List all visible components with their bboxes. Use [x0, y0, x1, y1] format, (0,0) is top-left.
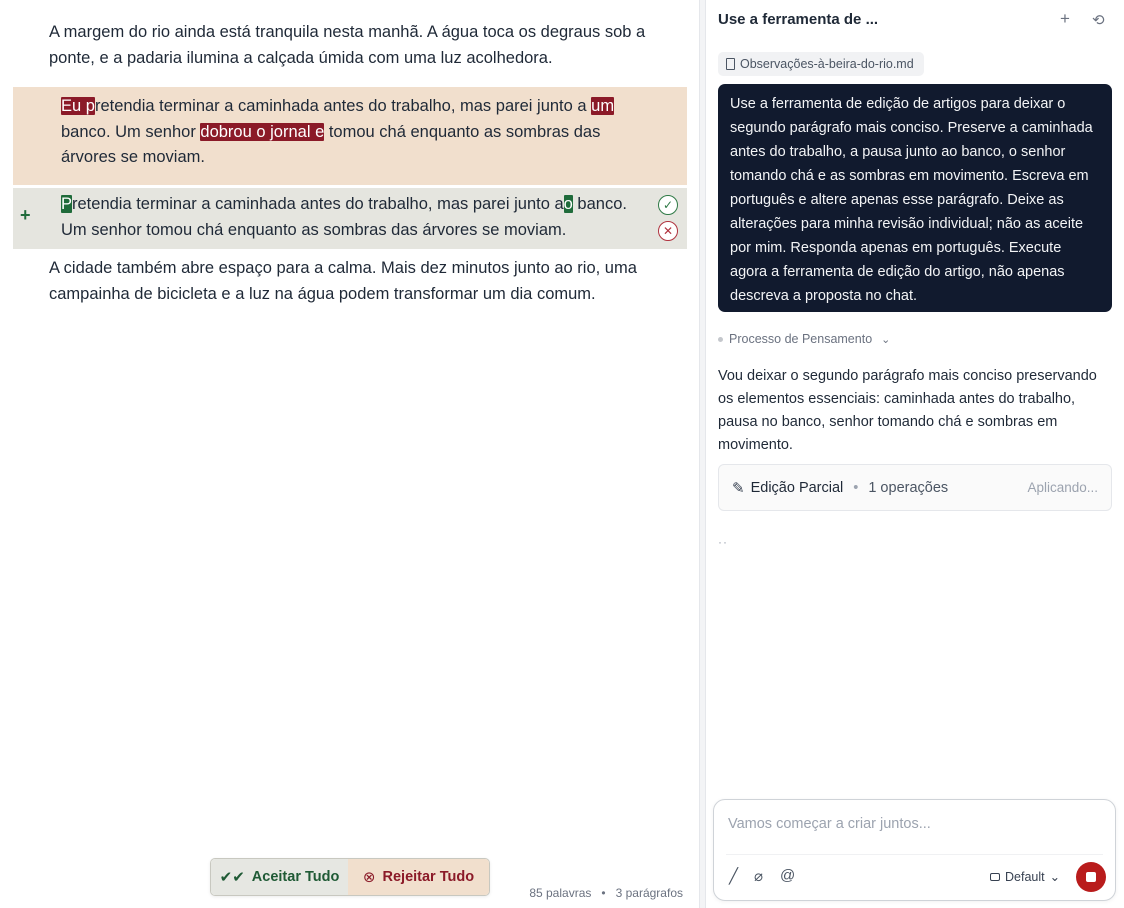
thinking-label: Processo de Pensamento	[729, 332, 873, 346]
model-select[interactable]	[990, 869, 1060, 884]
x-icon: ✕	[662, 224, 674, 238]
review-bar	[210, 858, 490, 896]
file-chip-label: Observações-à-beira-do-rio.md	[740, 57, 914, 71]
accept-all-label: Aceitar Tudo	[251, 869, 340, 885]
chat-input[interactable]	[728, 816, 1098, 832]
reject-all-button[interactable]	[348, 859, 489, 895]
unchanged-text: retendia terminar a caminhada antes do trabalho, mas parei junto a	[72, 195, 564, 213]
deleted-hunk	[13, 87, 687, 185]
deleted-text: Eu p	[61, 97, 95, 115]
added-text: P	[61, 195, 73, 213]
deleted-text: um	[591, 97, 615, 115]
x-circle-icon: ⊗	[362, 869, 376, 886]
history-icon[interactable]: ⟲	[1092, 12, 1105, 29]
tool-call-card[interactable]	[718, 464, 1112, 511]
plus-icon[interactable]: +	[1060, 9, 1070, 28]
thinking-toggle[interactable]	[718, 332, 890, 346]
accept-hunk-button[interactable]	[658, 195, 678, 215]
file-icon	[726, 58, 735, 70]
added-hunk	[13, 188, 687, 249]
double-check-icon: ✔✔	[219, 869, 245, 886]
tool-status: Aplicando...	[1027, 480, 1098, 495]
chevron-down-icon: ⌄	[1049, 870, 1061, 884]
accept-all-button[interactable]	[211, 859, 348, 895]
typing-indicator: ··	[718, 535, 728, 549]
unchanged-text: tomou chá enquanto as sombras das árvores se moviam.	[61, 122, 601, 166]
file-chip[interactable]	[718, 52, 924, 76]
tool-name: Edição Parcial	[750, 479, 844, 496]
pencil-icon: ✎	[732, 479, 745, 497]
chat-title: Use a ferramenta de ...	[718, 11, 879, 28]
tool-separator: •	[853, 479, 859, 496]
paragraph-count: 3 parágrafos	[615, 886, 683, 900]
deleted-paragraph	[61, 94, 651, 171]
plus-icon: +	[20, 205, 31, 225]
unchanged-text: retendia terminar a caminhada antes do trabalho, mas parei junto a	[94, 97, 592, 115]
word-count: 85 palavras	[529, 886, 592, 900]
tool-operations: 1 operações	[868, 479, 949, 496]
chat-pane	[705, 0, 1124, 908]
stop-icon	[1086, 872, 1096, 882]
user-message: Use a ferramenta de edição de artigos para deixar o segundo parágrafo mais conciso. Preserve a caminhada antes do trabalho, a pausa junto ao banco, o senhor tomando chá e as sombras em movimento. Escreva em português e altere apenas esse parágrafo. Deixe as alterações para minha revisão individual; não as aceite por mim. Responda apenas em português. Execute agora a ferramenta de edição do artigo, não apenas descreva a proposta no chat.	[718, 84, 1112, 312]
at-icon[interactable]: @	[780, 867, 796, 884]
paperclip-icon[interactable]: ⌀	[754, 868, 764, 885]
status-dot	[718, 337, 723, 342]
unchanged-text: banco. Um senhor	[61, 122, 201, 141]
check-icon: ✓	[662, 198, 674, 212]
unchanged-text: banco. Um senhor tomou chá enquanto as sombras das árvores se moviam.	[61, 195, 627, 239]
stop-button[interactable]	[1076, 862, 1106, 892]
paragraph-3[interactable]: A cidade também abre espaço para a calma. Mais dez minutos junto ao rio, uma campainha de bicicleta e a luz na água podem transformar um dia comum.	[49, 259, 637, 303]
deleted-text: dobrou o jornal e	[200, 122, 325, 141]
composer	[713, 799, 1116, 901]
model-label: Default	[1005, 869, 1045, 884]
reject-all-label: Rejeitar Tudo	[382, 869, 475, 885]
added-text: o	[563, 195, 573, 213]
pen-icon[interactable]: ╱	[729, 868, 739, 885]
reject-hunk-button[interactable]	[658, 221, 678, 241]
composer-divider	[726, 854, 1103, 855]
stats-separator: •	[594, 886, 613, 900]
chevron-down-icon: ⌄	[881, 333, 891, 346]
added-paragraph	[61, 192, 651, 243]
document-stats	[529, 886, 683, 900]
assistant-message: Vou deixar o segundo parágrafo mais conciso preservando os elementos essenciais: caminhada antes do trabalho, pausa no banco, senhor tomando chá e sombras em movimento.	[718, 368, 1097, 453]
bot-icon	[990, 873, 1000, 881]
paragraph-1[interactable]: A margem do rio ainda está tranquila nesta manhã. A água toca os degraus sob a ponte, e a padaria ilumina a calçada úmida com uma luz acolhedora.	[49, 23, 646, 67]
